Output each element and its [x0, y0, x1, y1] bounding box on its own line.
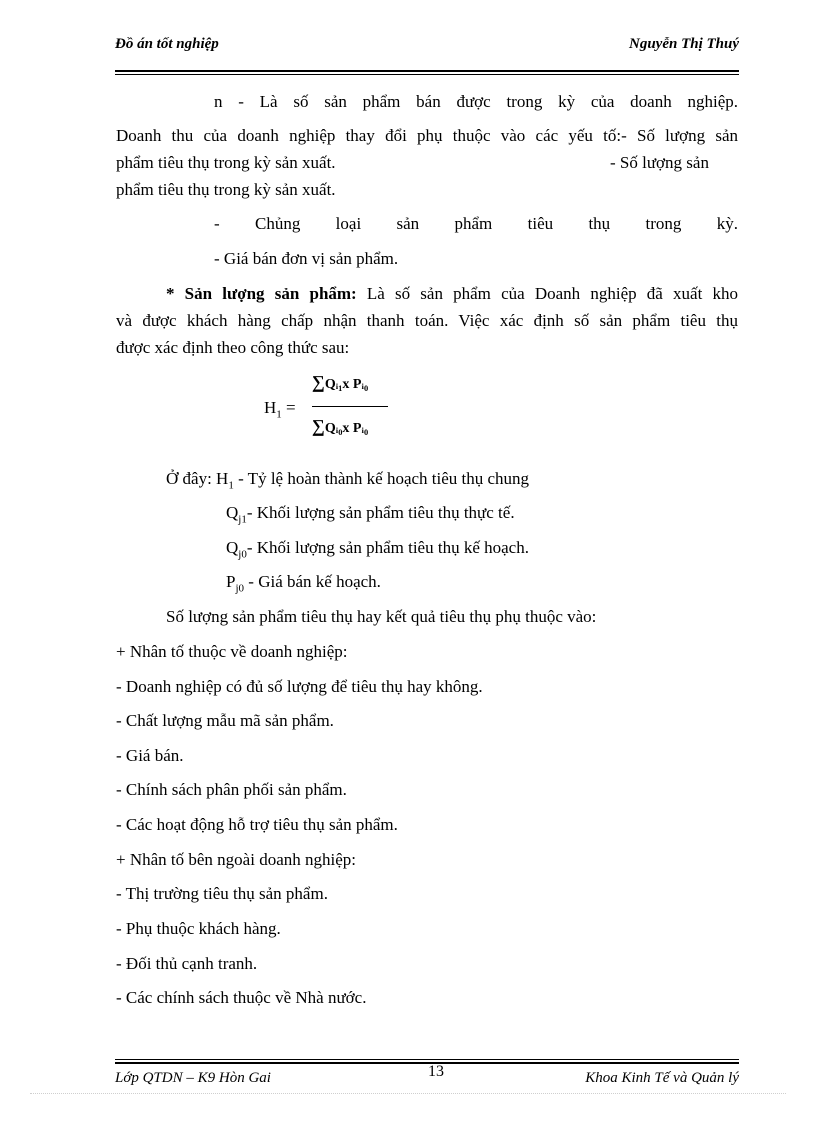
list-line: + Nhân tố bên ngoài doanh nghiệp:: [116, 850, 356, 869]
paragraph-line: - Số lượng sản: [610, 153, 709, 172]
definition-line: $Q_{j0}-$ Khối lượng sản phẩm tiêu thụ kế hoạch.: [226, 538, 529, 561]
formula-denominator: ∑Qᵢ₀x Pᵢ₀: [312, 416, 369, 436]
definition-line: $Q_{j1}-$ Khối lượng sản phẩm tiêu thụ thực tế.: [226, 503, 515, 526]
header-right: Nguyễn Thị Thuý: [628, 36, 739, 52]
definition-line: Ở đây: $H_1$ - Tỷ lệ hoàn thành kế hoạch tiêu thụ chung: [166, 469, 530, 492]
header-rule-thick: [115, 70, 739, 72]
list-line: - Phụ thuộc khách hàng.: [116, 919, 281, 938]
definition-line: $P_{j0}$ - Giá bán kế hoạch.: [226, 572, 381, 595]
footer-left: Lớp QTDN – K9 Hòn Gai: [115, 1070, 271, 1086]
footer-rule-thin: [115, 1059, 739, 1060]
footer-rule-thick: [115, 1062, 739, 1064]
list-line: - Đối thủ cạnh tranh.: [116, 954, 258, 973]
paragraph-line: được xác định theo công thức sau:: [116, 338, 350, 357]
list-line: - Các hoạt động hỗ trợ tiêu thụ sản phẩm.: [116, 815, 398, 834]
page-number: 13: [428, 1063, 444, 1080]
formula: [264, 370, 424, 446]
list-line: - Doanh nghiệp có đủ số lượng để tiêu thụ hay không.: [116, 677, 483, 696]
formula-lhs: $H_1$ =: [264, 398, 296, 421]
list-line: - Chính sách phân phối sản phẩm.: [116, 780, 347, 799]
formula-numerator: ∑Qᵢ₁x Pᵢ₀: [312, 372, 369, 392]
paragraph-line: phẩm tiêu thụ trong kỳ sản xuất.: [116, 180, 336, 199]
paragraph-line: và được khách hàng chấp nhận thanh toán. Việc xác định số sản phẩm tiêu thụ: [116, 311, 738, 330]
header-rule-thin: [115, 74, 739, 75]
page-bottom-divider: [30, 1093, 786, 1094]
paragraph-line: - Chủng loại sản phẩm tiêu thụ trong kỳ.: [214, 214, 738, 233]
paragraph-line: n - Là số sản phẩm bán được trong kỳ của doanh nghiệp.: [214, 92, 738, 111]
paragraph-line: phẩm tiêu thụ trong kỳ sản xuất.: [116, 153, 336, 172]
footer-right: Khoa Kinh Tế và Quản lý: [585, 1070, 739, 1086]
list-line: - Giá bán.: [116, 746, 184, 765]
paragraph-line: Doanh thu của doanh nghiệp thay đổi phụ thuộc vào các yếu tố:- Số lượng sản: [116, 126, 738, 145]
list-line: - Thị trường tiêu thụ sản phẩm.: [116, 884, 328, 903]
paragraph-line: * Sản lượng sản phẩm: Là số sản phẩm của Doanh nghiệp đã xuất kho: [166, 284, 738, 303]
paragraph-line: - Giá bán đơn vị sản phẩm.: [214, 249, 399, 268]
list-line: Số lượng sản phẩm tiêu thụ hay kết quả tiêu thụ phụ thuộc vào:: [166, 607, 597, 626]
list-line: - Chất lượng mẫu mã sản phẩm.: [116, 711, 334, 730]
bold-heading: * Sản lượng sản phẩm:: [166, 284, 357, 303]
fraction-bar: [312, 406, 388, 407]
list-line: - Các chính sách thuộc về Nhà nước.: [116, 988, 367, 1007]
list-line: + Nhân tố thuộc về doanh nghiệp:: [116, 642, 348, 661]
page-header: [115, 36, 739, 53]
page-footer: [115, 1070, 739, 1087]
header-left: Đồ án tốt nghiệp: [115, 36, 219, 52]
